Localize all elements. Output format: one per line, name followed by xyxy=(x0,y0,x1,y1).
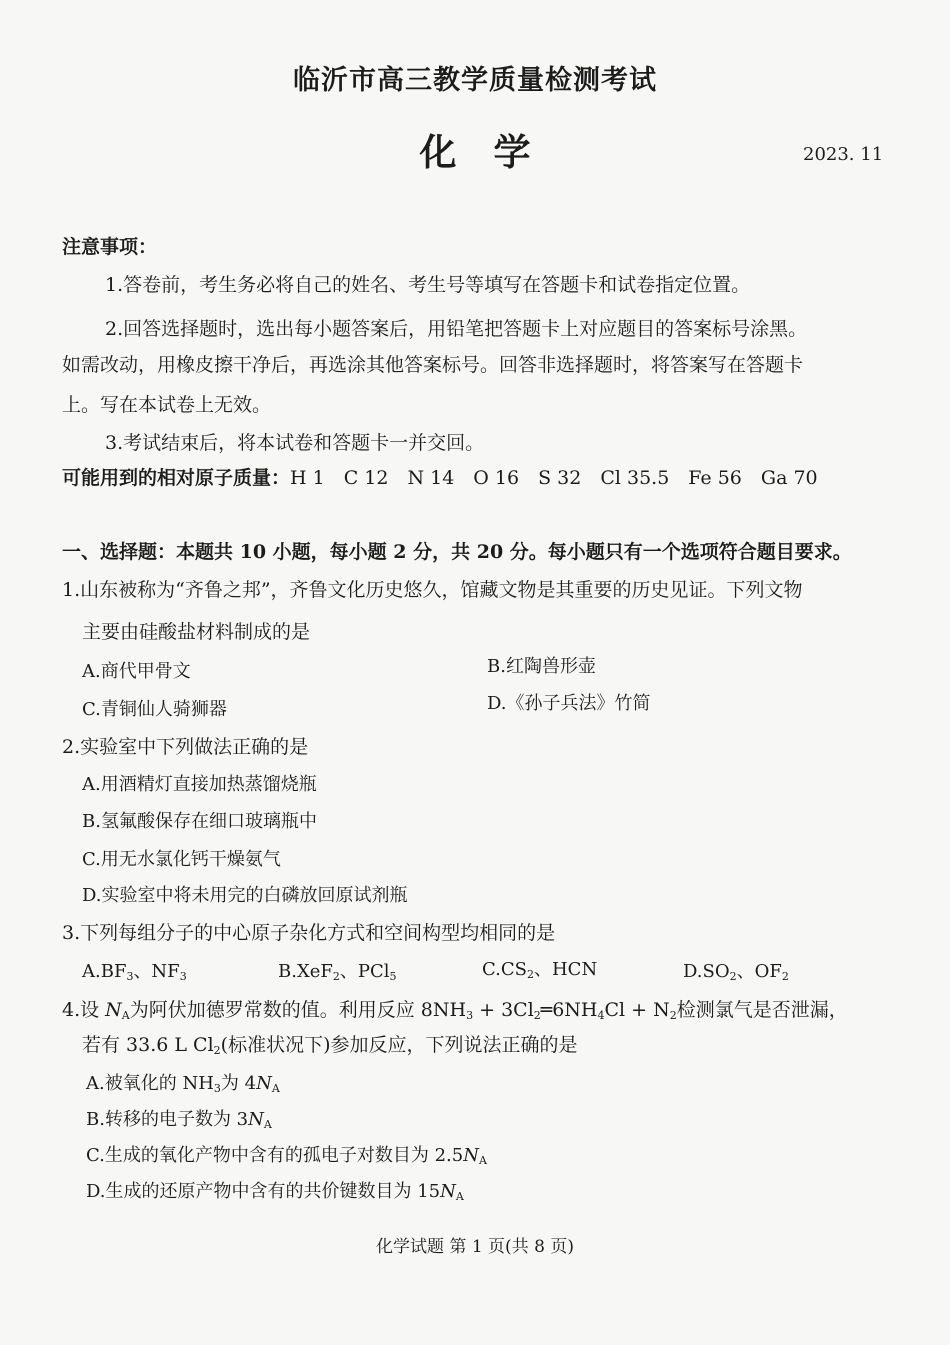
q4-option-d: D.生成的还原产物中含有的共价键数目为 $15N_A$ xyxy=(86,1181,464,1203)
q3-option-b: B.XeF$_2$、PCl$_5$ xyxy=(278,961,397,983)
notice-item-2-line-3: 上。写在本试卷上无效。 xyxy=(62,394,272,416)
q4-option-c: C.生成的氧化产物中含有的孤电子对数目为 $2.5N_A$ xyxy=(86,1145,487,1167)
q1-option-b: B.红陶兽形壶 xyxy=(487,656,596,677)
q2-stem: 2.实验室中下列做法正确的是 xyxy=(62,736,309,758)
q3-option-a: $A.BF_3$、$NF_3$ xyxy=(82,961,187,983)
q2-option-a: A.用酒精灯直接加热蒸馏烧瓶 xyxy=(82,774,317,795)
page-footer: 化学试题 第 1 页(共 8 页) xyxy=(376,1237,574,1257)
subject-title: 化 学 xyxy=(419,130,531,174)
exam-date: 2023. 11 xyxy=(803,144,884,165)
q2-option-b: B.氢氟酸保存在细口玻璃瓶中 xyxy=(82,811,317,832)
atomic-mass-line xyxy=(62,463,818,490)
exam-title: 临沂市高三教学质量检测考试 xyxy=(293,65,657,96)
q1-option-c: C.青铜仙人骑狮器 xyxy=(82,699,227,720)
q3-stem: 3.下列每组分子的中心原子杂化方式和空间构型均相同的是 xyxy=(62,922,556,944)
notice-item-1: 1.答卷前，考生务必将自己的姓名、考生号等填写在答题卡和试卷指定位置。 xyxy=(105,274,751,296)
notice-heading: 注意事项： xyxy=(62,236,158,258)
notice-item-2-line-2: 如需改动，用橡皮擦干净后，再选涂其他答案标号。回答非选择题时，将答案写在答题卡 xyxy=(62,354,804,376)
atomic-mass-label: 可能用到的相对原子质量： xyxy=(62,467,291,489)
q3-option-c: $C.CS_2$、HCN xyxy=(482,959,598,981)
q1-stem-line-1: 1.山东被称为“齐鲁之邦”，齐鲁文化历史悠久，馆藏文物是其重要的历史见证。下列文物 xyxy=(62,579,803,601)
atomic-mass-values: H 1 C 12 N 14 O 16 S 32 Cl 35.5 Fe 56 Ga 70 xyxy=(290,467,818,489)
q1-stem-line-2: 主要由硅酸盐材料制成的是 xyxy=(82,621,311,643)
notice-item-2-line-1: 2.回答选择题时，选出每小题答案后，用铅笔把答题卡上对应题目的答案标号涂黑。 xyxy=(105,318,808,340)
q4-option-a: A.被氧化的 $NH_3$为 $4N_A$ xyxy=(86,1073,280,1095)
notice-item-3: 3.考试结束后，将本试卷和答题卡一并交回。 xyxy=(105,432,485,454)
section-1-heading: 一、选择题：本题共 10 小题，每小题 2 分，共 20 分。每小题只有一个选项符合题目要求。 xyxy=(62,541,852,563)
q3-option-d: $D.SO_2$、$OF_2$ xyxy=(683,961,789,983)
q1-option-a: A.商代甲骨文 xyxy=(82,661,191,682)
q2-option-c: C.用无水氯化钙干燥氨气 xyxy=(82,849,281,870)
q4-option-b: B.转移的电子数为 $3N_A$ xyxy=(86,1109,272,1131)
q1-option-d: D.《孙子兵法》竹简 xyxy=(487,693,651,714)
q4-stem-line-1: 4.设 $N_A$为阿伏加德罗常数的值。利用反应 $8NH_3$ + $3Cl_2═6NH_4Cl + N_2$检测氯气是否泄漏， xyxy=(62,999,848,1022)
q4-stem-line-2: 若有 33.6 L $Cl_2$(标准状况下)参加反应，下列说法正确的是 xyxy=(82,1034,578,1057)
q2-option-d: D.实验室中将未用完的白磷放回原试剂瓶 xyxy=(82,885,408,906)
